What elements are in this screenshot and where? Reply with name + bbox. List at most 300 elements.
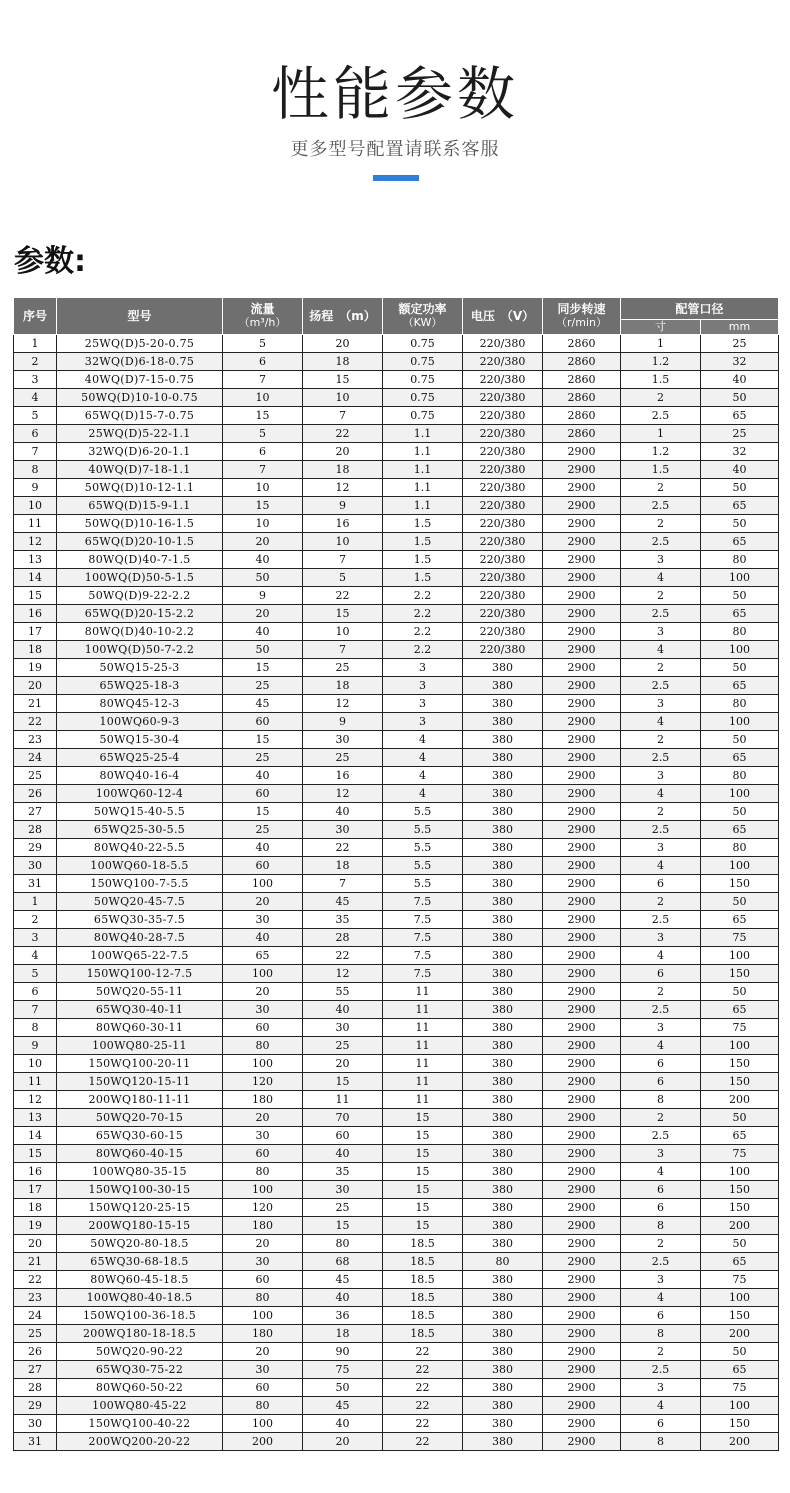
- cell-speed: 2900: [543, 1073, 621, 1091]
- cell-model: 200WQ180-18-18.5: [57, 1325, 223, 1343]
- cell-pipe-inch: 1.5: [621, 371, 701, 389]
- cell-head: 18: [303, 353, 383, 371]
- cell-voltage: 380: [463, 677, 543, 695]
- header-pipe-mm: mm: [701, 320, 779, 335]
- cell-head: 16: [303, 515, 383, 533]
- cell-head: 30: [303, 821, 383, 839]
- cell-flow: 5: [223, 425, 303, 443]
- cell-head: 25: [303, 1037, 383, 1055]
- header-head: 扬程 （m）: [303, 298, 383, 335]
- cell-model: 50WQ(D)9-22-2.2: [57, 587, 223, 605]
- cell-pipe-inch: 3: [621, 1145, 701, 1163]
- cell-model: 150WQ120-15-11: [57, 1073, 223, 1091]
- cell-model: 50WQ20-90-22: [57, 1343, 223, 1361]
- cell-pipe-inch: 4: [621, 641, 701, 659]
- cell-head: 80: [303, 1235, 383, 1253]
- cell-model: 40WQ(D)7-15-0.75: [57, 371, 223, 389]
- cell-speed: 2900: [543, 1235, 621, 1253]
- cell-pipe-inch: 8: [621, 1325, 701, 1343]
- cell-speed: 2900: [543, 533, 621, 551]
- cell-flow: 60: [223, 713, 303, 731]
- table-row: [14, 1307, 779, 1325]
- cell-index: 15: [14, 1145, 57, 1163]
- table-row: [14, 785, 779, 803]
- cell-speed: 2900: [543, 1019, 621, 1037]
- table-row: [14, 389, 779, 407]
- cell-speed: 2860: [543, 425, 621, 443]
- cell-pipe-inch: 4: [621, 857, 701, 875]
- cell-voltage: 380: [463, 875, 543, 893]
- cell-pipe-inch: 2: [621, 659, 701, 677]
- cell-pipe-mm: 50: [701, 803, 779, 821]
- cell-power: 15: [383, 1217, 463, 1235]
- cell-index: 21: [14, 1253, 57, 1271]
- cell-flow: 20: [223, 1109, 303, 1127]
- cell-speed: 2900: [543, 1289, 621, 1307]
- cell-voltage: 380: [463, 947, 543, 965]
- cell-speed: 2900: [543, 461, 621, 479]
- cell-model: 65WQ25-25-4: [57, 749, 223, 767]
- cell-power: 18.5: [383, 1325, 463, 1343]
- table-row: [14, 569, 779, 587]
- cell-pipe-inch: 2: [621, 1109, 701, 1127]
- cell-speed: 2900: [543, 1271, 621, 1289]
- table-row: [14, 1217, 779, 1235]
- cell-pipe-inch: 2: [621, 1235, 701, 1253]
- cell-pipe-mm: 50: [701, 587, 779, 605]
- cell-head: 20: [303, 1433, 383, 1451]
- cell-index: 24: [14, 749, 57, 767]
- cell-head: 10: [303, 623, 383, 641]
- cell-model: 150WQ100-12-7.5: [57, 965, 223, 983]
- cell-pipe-inch: 2: [621, 587, 701, 605]
- cell-index: 7: [14, 1001, 57, 1019]
- cell-flow: 15: [223, 803, 303, 821]
- cell-index: 9: [14, 1037, 57, 1055]
- cell-pipe-inch: 2.5: [621, 1361, 701, 1379]
- cell-index: 23: [14, 731, 57, 749]
- cell-speed: 2900: [543, 1217, 621, 1235]
- cell-voltage: 380: [463, 1163, 543, 1181]
- cell-voltage: 220/380: [463, 479, 543, 497]
- table-row: [14, 479, 779, 497]
- cell-head: 7: [303, 875, 383, 893]
- cell-flow: 180: [223, 1091, 303, 1109]
- cell-voltage: 220/380: [463, 515, 543, 533]
- cell-flow: 15: [223, 659, 303, 677]
- cell-speed: 2900: [543, 1361, 621, 1379]
- cell-power: 15: [383, 1145, 463, 1163]
- cell-head: 15: [303, 371, 383, 389]
- cell-index: 2: [14, 353, 57, 371]
- cell-pipe-mm: 32: [701, 443, 779, 461]
- cell-flow: 100: [223, 1055, 303, 1073]
- table-row: [14, 515, 779, 533]
- table-row: [14, 407, 779, 425]
- cell-flow: 6: [223, 443, 303, 461]
- table-row: [14, 1235, 779, 1253]
- cell-speed: 2900: [543, 677, 621, 695]
- cell-index: 2: [14, 911, 57, 929]
- cell-index: 11: [14, 1073, 57, 1091]
- cell-voltage: 380: [463, 749, 543, 767]
- cell-head: 10: [303, 533, 383, 551]
- cell-power: 5.5: [383, 875, 463, 893]
- cell-model: 65WQ30-75-22: [57, 1361, 223, 1379]
- cell-voltage: 380: [463, 929, 543, 947]
- cell-voltage: 380: [463, 1127, 543, 1145]
- cell-model: 65WQ(D)20-10-1.5: [57, 533, 223, 551]
- table-row: [14, 749, 779, 767]
- cell-pipe-mm: 150: [701, 1415, 779, 1433]
- cell-index: 10: [14, 1055, 57, 1073]
- cell-flow: 100: [223, 875, 303, 893]
- cell-head: 9: [303, 497, 383, 515]
- cell-model: 100WQ65-22-7.5: [57, 947, 223, 965]
- cell-index: 13: [14, 1109, 57, 1127]
- cell-pipe-mm: 100: [701, 785, 779, 803]
- cell-pipe-inch: 3: [621, 839, 701, 857]
- table-row: [14, 713, 779, 731]
- cell-voltage: 380: [463, 965, 543, 983]
- cell-model: 50WQ15-40-5.5: [57, 803, 223, 821]
- cell-power: 11: [383, 1091, 463, 1109]
- header-power: [383, 298, 463, 335]
- cell-voltage: 380: [463, 1325, 543, 1343]
- cell-speed: 2900: [543, 929, 621, 947]
- cell-pipe-mm: 75: [701, 1271, 779, 1289]
- cell-flow: 20: [223, 983, 303, 1001]
- cell-pipe-inch: 2.5: [621, 1253, 701, 1271]
- table-row: [14, 335, 779, 353]
- cell-flow: 30: [223, 911, 303, 929]
- cell-index: 31: [14, 875, 57, 893]
- cell-flow: 25: [223, 749, 303, 767]
- table-row: [14, 623, 779, 641]
- cell-flow: 30: [223, 1127, 303, 1145]
- table-row: [14, 1379, 779, 1397]
- cell-speed: 2900: [543, 515, 621, 533]
- cell-pipe-inch: 2.5: [621, 1001, 701, 1019]
- cell-model: 32WQ(D)6-18-0.75: [57, 353, 223, 371]
- cell-head: 12: [303, 965, 383, 983]
- cell-head: 9: [303, 713, 383, 731]
- cell-model: 80WQ60-50-22: [57, 1379, 223, 1397]
- cell-pipe-mm: 25: [701, 425, 779, 443]
- cell-flow: 15: [223, 407, 303, 425]
- cell-pipe-inch: 2.5: [621, 749, 701, 767]
- cell-model: 25WQ(D)5-20-0.75: [57, 335, 223, 353]
- table-row: [14, 947, 779, 965]
- cell-power: 22: [383, 1361, 463, 1379]
- cell-pipe-mm: 100: [701, 1163, 779, 1181]
- cell-voltage: 380: [463, 785, 543, 803]
- cell-head: 45: [303, 1271, 383, 1289]
- cell-index: 4: [14, 389, 57, 407]
- cell-voltage: 220/380: [463, 371, 543, 389]
- cell-pipe-mm: 80: [701, 551, 779, 569]
- cell-index: 24: [14, 1307, 57, 1325]
- title-underline-accent: [373, 175, 419, 181]
- cell-flow: 120: [223, 1199, 303, 1217]
- cell-power: 1.1: [383, 479, 463, 497]
- cell-speed: 2900: [543, 1163, 621, 1181]
- cell-voltage: 220/380: [463, 335, 543, 353]
- cell-pipe-mm: 100: [701, 1397, 779, 1415]
- cell-index: 11: [14, 515, 57, 533]
- table-row: [14, 1289, 779, 1307]
- cell-pipe-inch: 4: [621, 1163, 701, 1181]
- cell-power: 1.1: [383, 461, 463, 479]
- cell-index: 17: [14, 1181, 57, 1199]
- cell-pipe-inch: 1.2: [621, 353, 701, 371]
- cell-head: 40: [303, 1001, 383, 1019]
- cell-head: 15: [303, 605, 383, 623]
- table-header: [14, 298, 779, 335]
- cell-speed: 2900: [543, 713, 621, 731]
- cell-flow: 80: [223, 1163, 303, 1181]
- cell-pipe-inch: 6: [621, 1307, 701, 1325]
- cell-head: 30: [303, 731, 383, 749]
- cell-index: 16: [14, 605, 57, 623]
- table-row: [14, 911, 779, 929]
- table-row: [14, 1127, 779, 1145]
- cell-pipe-inch: 2: [621, 983, 701, 1001]
- cell-speed: 2900: [543, 1001, 621, 1019]
- cell-pipe-mm: 65: [701, 677, 779, 695]
- cell-power: 5.5: [383, 857, 463, 875]
- table-row: [14, 1415, 779, 1433]
- table-row: [14, 641, 779, 659]
- cell-pipe-mm: 50: [701, 1235, 779, 1253]
- table-row: [14, 1199, 779, 1217]
- header-speed: [543, 298, 621, 335]
- cell-pipe-mm: 50: [701, 983, 779, 1001]
- cell-flow: 20: [223, 533, 303, 551]
- cell-model: 100WQ60-18-5.5: [57, 857, 223, 875]
- cell-voltage: 380: [463, 1109, 543, 1127]
- cell-flow: 10: [223, 515, 303, 533]
- cell-pipe-mm: 65: [701, 911, 779, 929]
- cell-pipe-mm: 50: [701, 479, 779, 497]
- cell-power: 4: [383, 767, 463, 785]
- cell-pipe-inch: 6: [621, 1055, 701, 1073]
- cell-speed: 2900: [543, 1109, 621, 1127]
- cell-head: 28: [303, 929, 383, 947]
- cell-pipe-mm: 75: [701, 929, 779, 947]
- cell-speed: 2900: [543, 1145, 621, 1163]
- cell-model: 65WQ25-18-3: [57, 677, 223, 695]
- cell-flow: 6: [223, 353, 303, 371]
- cell-pipe-inch: 2: [621, 1343, 701, 1361]
- cell-head: 45: [303, 1397, 383, 1415]
- cell-pipe-mm: 65: [701, 1253, 779, 1271]
- cell-power: 0.75: [383, 353, 463, 371]
- cell-speed: 2900: [543, 1127, 621, 1145]
- cell-pipe-mm: 200: [701, 1325, 779, 1343]
- cell-flow: 60: [223, 1271, 303, 1289]
- cell-head: 15: [303, 1073, 383, 1091]
- table-row: [14, 983, 779, 1001]
- cell-pipe-inch: 4: [621, 713, 701, 731]
- table-row: [14, 1253, 779, 1271]
- cell-pipe-inch: 3: [621, 767, 701, 785]
- cell-model: 200WQ180-15-15: [57, 1217, 223, 1235]
- header-power-label: 额定功率: [398, 302, 447, 316]
- cell-index: 17: [14, 623, 57, 641]
- cell-pipe-inch: 2: [621, 893, 701, 911]
- cell-pipe-inch: 4: [621, 1037, 701, 1055]
- cell-power: 15: [383, 1127, 463, 1145]
- cell-pipe-mm: 65: [701, 1001, 779, 1019]
- cell-flow: 45: [223, 695, 303, 713]
- cell-pipe-inch: 3: [621, 695, 701, 713]
- cell-head: 7: [303, 407, 383, 425]
- cell-voltage: 220/380: [463, 587, 543, 605]
- cell-flow: 80: [223, 1397, 303, 1415]
- cell-pipe-mm: 50: [701, 893, 779, 911]
- cell-flow: 20: [223, 893, 303, 911]
- cell-model: 65WQ25-30-5.5: [57, 821, 223, 839]
- cell-pipe-inch: 2.5: [621, 911, 701, 929]
- cell-speed: 2900: [543, 821, 621, 839]
- cell-speed: 2900: [543, 785, 621, 803]
- cell-model: 50WQ(D)10-10-0.75: [57, 389, 223, 407]
- cell-flow: 40: [223, 551, 303, 569]
- header-voltage: 电压 （V）: [463, 298, 543, 335]
- cell-power: 15: [383, 1181, 463, 1199]
- cell-voltage: 380: [463, 839, 543, 857]
- cell-voltage: 380: [463, 1397, 543, 1415]
- page-title: 性能参数: [270, 60, 519, 128]
- cell-speed: 2900: [543, 767, 621, 785]
- table-row: [14, 677, 779, 695]
- cell-power: 1.5: [383, 551, 463, 569]
- cell-power: 5.5: [383, 803, 463, 821]
- cell-flow: 40: [223, 767, 303, 785]
- cell-voltage: 380: [463, 1145, 543, 1163]
- cell-model: 80WQ60-45-18.5: [57, 1271, 223, 1289]
- cell-power: 2.2: [383, 641, 463, 659]
- cell-power: 0.75: [383, 407, 463, 425]
- cell-speed: 2900: [543, 1037, 621, 1055]
- cell-pipe-mm: 80: [701, 767, 779, 785]
- cell-index: 19: [14, 659, 57, 677]
- cell-head: 7: [303, 551, 383, 569]
- cell-model: 100WQ60-12-4: [57, 785, 223, 803]
- cell-power: 5.5: [383, 821, 463, 839]
- table-row: [14, 1037, 779, 1055]
- cell-head: 70: [303, 1109, 383, 1127]
- cell-pipe-mm: 75: [701, 1145, 779, 1163]
- cell-pipe-mm: 80: [701, 695, 779, 713]
- cell-flow: 120: [223, 1073, 303, 1091]
- cell-voltage: 380: [463, 767, 543, 785]
- cell-index: 27: [14, 803, 57, 821]
- cell-voltage: 220/380: [463, 443, 543, 461]
- cell-head: 35: [303, 1163, 383, 1181]
- cell-index: 28: [14, 821, 57, 839]
- cell-model: 50WQ15-30-4: [57, 731, 223, 749]
- cell-flow: 50: [223, 641, 303, 659]
- cell-speed: 2900: [543, 497, 621, 515]
- cell-power: 5.5: [383, 839, 463, 857]
- cell-model: 65WQ(D)15-7-0.75: [57, 407, 223, 425]
- cell-head: 18: [303, 677, 383, 695]
- cell-pipe-inch: 8: [621, 1091, 701, 1109]
- cell-model: 65WQ(D)20-15-2.2: [57, 605, 223, 623]
- cell-head: 15: [303, 1217, 383, 1235]
- table-row: [14, 353, 779, 371]
- cell-power: 11: [383, 1073, 463, 1091]
- parameter-table-container: [13, 297, 778, 1451]
- cell-voltage: 380: [463, 695, 543, 713]
- table-row: [14, 533, 779, 551]
- cell-flow: 60: [223, 1019, 303, 1037]
- cell-head: 68: [303, 1253, 383, 1271]
- table-row: [14, 1397, 779, 1415]
- cell-speed: 2900: [543, 659, 621, 677]
- cell-index: 29: [14, 1397, 57, 1415]
- cell-power: 11: [383, 1037, 463, 1055]
- cell-power: 15: [383, 1163, 463, 1181]
- cell-pipe-mm: 75: [701, 1379, 779, 1397]
- cell-flow: 60: [223, 1379, 303, 1397]
- cell-pipe-mm: 65: [701, 821, 779, 839]
- cell-voltage: 380: [463, 857, 543, 875]
- header-power-unit: （KW）: [402, 316, 443, 329]
- cell-index: 20: [14, 677, 57, 695]
- table-row: [14, 1109, 779, 1127]
- cell-flow: 20: [223, 605, 303, 623]
- cell-pipe-inch: 2: [621, 731, 701, 749]
- cell-head: 50: [303, 1379, 383, 1397]
- cell-power: 3: [383, 695, 463, 713]
- cell-model: 150WQ100-20-11: [57, 1055, 223, 1073]
- cell-index: 22: [14, 713, 57, 731]
- cell-pipe-inch: 6: [621, 1181, 701, 1199]
- cell-head: 18: [303, 1325, 383, 1343]
- cell-speed: 2860: [543, 353, 621, 371]
- cell-index: 31: [14, 1433, 57, 1451]
- cell-pipe-mm: 150: [701, 1307, 779, 1325]
- cell-pipe-mm: 80: [701, 623, 779, 641]
- cell-head: 22: [303, 587, 383, 605]
- cell-model: 65WQ30-35-7.5: [57, 911, 223, 929]
- cell-index: 12: [14, 1091, 57, 1109]
- cell-index: 14: [14, 1127, 57, 1145]
- cell-voltage: 220/380: [463, 641, 543, 659]
- cell-index: 21: [14, 695, 57, 713]
- cell-flow: 10: [223, 479, 303, 497]
- cell-head: 20: [303, 1055, 383, 1073]
- cell-power: 15: [383, 1199, 463, 1217]
- table-row: [14, 497, 779, 515]
- cell-index: 8: [14, 1019, 57, 1037]
- cell-index: 8: [14, 461, 57, 479]
- cell-power: 2.2: [383, 623, 463, 641]
- cell-voltage: 380: [463, 1415, 543, 1433]
- cell-pipe-inch: 2.5: [621, 677, 701, 695]
- cell-model: 50WQ(D)10-12-1.1: [57, 479, 223, 497]
- cell-flow: 30: [223, 1001, 303, 1019]
- table-row: [14, 875, 779, 893]
- table-row: [14, 1361, 779, 1379]
- cell-flow: 10: [223, 389, 303, 407]
- cell-pipe-inch: 2: [621, 479, 701, 497]
- header-pipe-inch: 寸: [621, 320, 701, 335]
- cell-pipe-inch: 2.5: [621, 533, 701, 551]
